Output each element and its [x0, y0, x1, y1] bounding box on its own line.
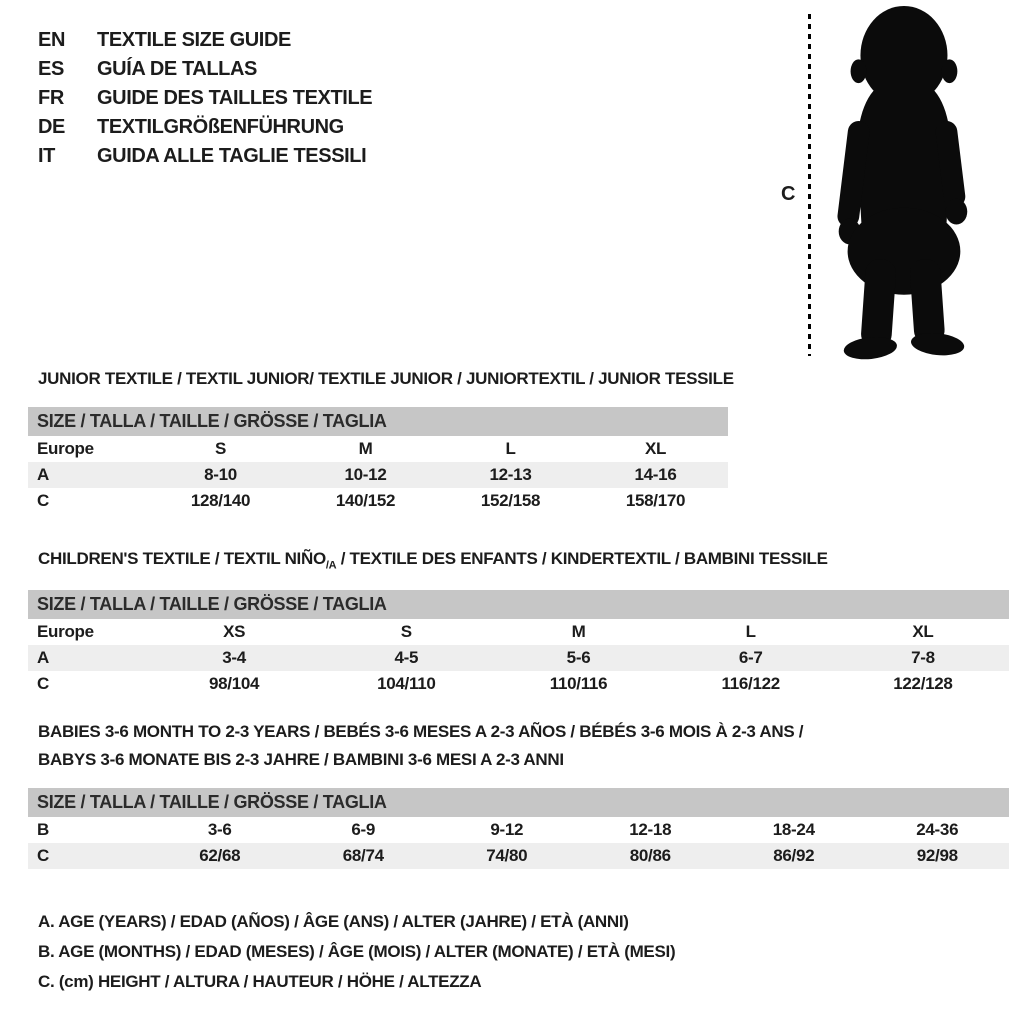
children-title-subscript: /A — [325, 559, 337, 572]
row-label: C — [37, 674, 49, 693]
table-cell: 7-8 — [911, 648, 935, 667]
table-cell: M — [571, 622, 586, 641]
lang-line-fr — [38, 84, 372, 113]
lang-title-es: GUÍA DE TALLAS — [97, 58, 257, 80]
lang-code-es: ES — [38, 58, 64, 80]
table-cell: 8-10 — [204, 465, 237, 484]
table-cell: 14-16 — [634, 465, 677, 484]
language-title-block — [38, 26, 372, 171]
table-cell: 158/170 — [625, 491, 686, 510]
table-row — [28, 645, 1009, 671]
table-cell: 5-6 — [566, 648, 591, 667]
table-cell: XL — [912, 622, 934, 641]
children-title-prefix: CHILDREN'S TEXTILE / TEXTIL NIÑO — [38, 549, 326, 568]
row-label: C — [37, 491, 49, 510]
table-cell: 6-9 — [351, 820, 376, 839]
junior-size-table — [28, 407, 728, 514]
table-cell: L — [505, 439, 516, 458]
table-cell: 12-13 — [489, 465, 532, 484]
table-row — [28, 488, 728, 514]
table-cell: 116/122 — [721, 674, 780, 693]
table-cell: 24-36 — [916, 820, 959, 839]
table-cell: S — [214, 439, 227, 458]
lang-line-it — [38, 142, 372, 171]
lang-line-en — [38, 26, 372, 55]
lang-line-es — [38, 55, 372, 84]
lang-title-it: GUIDA ALLE TAGLIE TESSILI — [97, 145, 367, 167]
table-cell: 4-5 — [394, 648, 419, 667]
lang-title-fr: GUIDE DES TAILLES TEXTILE — [97, 87, 373, 109]
lang-line-de — [38, 113, 372, 142]
table-cell: 80/86 — [629, 846, 671, 865]
table-row — [28, 619, 1009, 645]
table-cell: 3-4 — [222, 648, 246, 667]
table-cell: 12-18 — [629, 820, 672, 839]
table-cell: 128/140 — [190, 491, 251, 510]
table-row — [28, 843, 1009, 869]
table-cell: 6-7 — [738, 648, 763, 667]
row-label: A — [37, 465, 49, 484]
table-cell: 86/92 — [773, 846, 815, 865]
row-label: C — [37, 846, 49, 865]
row-label: Europe — [37, 622, 94, 641]
table-cell: 10-12 — [344, 465, 387, 484]
children-size-header-bar: SIZE / TALLA / TAILLE / GRÖSSE / TAGLIA — [28, 590, 1009, 619]
children-section-title — [38, 549, 828, 571]
legend-line-c: C. (cm) HEIGHT / ALTURA / HAUTEUR / HÖHE / ALTEZZA — [38, 972, 482, 991]
row-label: A — [37, 648, 49, 667]
table-cell: 3-6 — [207, 820, 232, 839]
legend-line-b: B. AGE (MONTHS) / EDAD (MESES) / ÂGE (MOIS) / ALTER (MONATE) / ETÀ (MESI) — [38, 942, 676, 961]
children-title-suffix: / TEXTILE DES ENFANTS / KINDERTEXTIL / BAMBINI TESSILE — [336, 549, 828, 568]
height-dotted-line — [808, 14, 811, 356]
table-row — [28, 817, 1009, 843]
table-cell: 140/152 — [335, 491, 396, 510]
lang-code-it: IT — [38, 145, 55, 167]
table-cell: 104/110 — [377, 674, 436, 693]
babies-section-title-line1: BABIES 3-6 MONTH TO 2-3 YEARS / BEBÉS 3-6 MESES A 2-3 AÑOS / BÉBÉS 3-6 MOIS À 2-3 ANS / — [38, 722, 804, 741]
junior-section-title: JUNIOR TEXTILE / TEXTIL JUNIOR/ TEXTILE JUNIOR / JUNIORTEXTIL / JUNIOR TESSILE — [38, 369, 734, 388]
table-cell: 9-12 — [490, 820, 524, 839]
row-label: Europe — [37, 439, 94, 458]
lang-title-de: TEXTILGRÖßENFÜHRUNG — [97, 116, 344, 138]
table-cell: 92/98 — [916, 846, 958, 865]
row-label: B — [37, 820, 49, 839]
table-row — [28, 671, 1009, 697]
lang-code-de: DE — [38, 116, 65, 138]
toddler-silhouette-image — [815, 4, 987, 360]
babies-section-title-line2: BABYS 3-6 MONATE BIS 2-3 JAHRE / BAMBINI 3-6 MESI A 2-3 ANNI — [38, 750, 564, 769]
table-cell: 18-24 — [772, 820, 815, 839]
table-cell: 122/128 — [893, 674, 953, 693]
table-cell: S — [400, 622, 412, 641]
table-cell: XS — [223, 622, 246, 641]
children-size-table — [28, 590, 1009, 697]
table-cell: 68/74 — [342, 846, 384, 865]
height-measure-label: C — [781, 183, 796, 205]
lang-code-en: EN — [38, 29, 65, 51]
table-cell: M — [358, 439, 373, 458]
table-cell: 74/80 — [486, 846, 528, 865]
legend-block — [38, 907, 675, 997]
table-cell: XL — [644, 439, 667, 458]
babies-size-table — [28, 788, 1009, 869]
table-row — [28, 436, 728, 462]
lang-title-en: TEXTILE SIZE GUIDE — [97, 29, 291, 51]
table-row — [28, 462, 728, 488]
table-cell: 62/68 — [199, 846, 241, 865]
babies-size-header-bar: SIZE / TALLA / TAILLE / GRÖSSE / TAGLIA — [28, 788, 1009, 817]
lang-code-fr: FR — [38, 87, 64, 109]
junior-size-header-bar: SIZE / TALLA / TAILLE / GRÖSSE / TAGLIA — [28, 407, 728, 436]
table-cell: 110/116 — [549, 674, 608, 693]
table-cell: L — [745, 622, 756, 641]
table-cell: 152/158 — [480, 491, 541, 510]
table-cell: 98/104 — [209, 674, 260, 693]
legend-line-a: A. AGE (YEARS) / EDAD (AÑOS) / ÂGE (ANS) / ALTER (JAHRE) / ETÀ (ANNI) — [38, 912, 629, 931]
